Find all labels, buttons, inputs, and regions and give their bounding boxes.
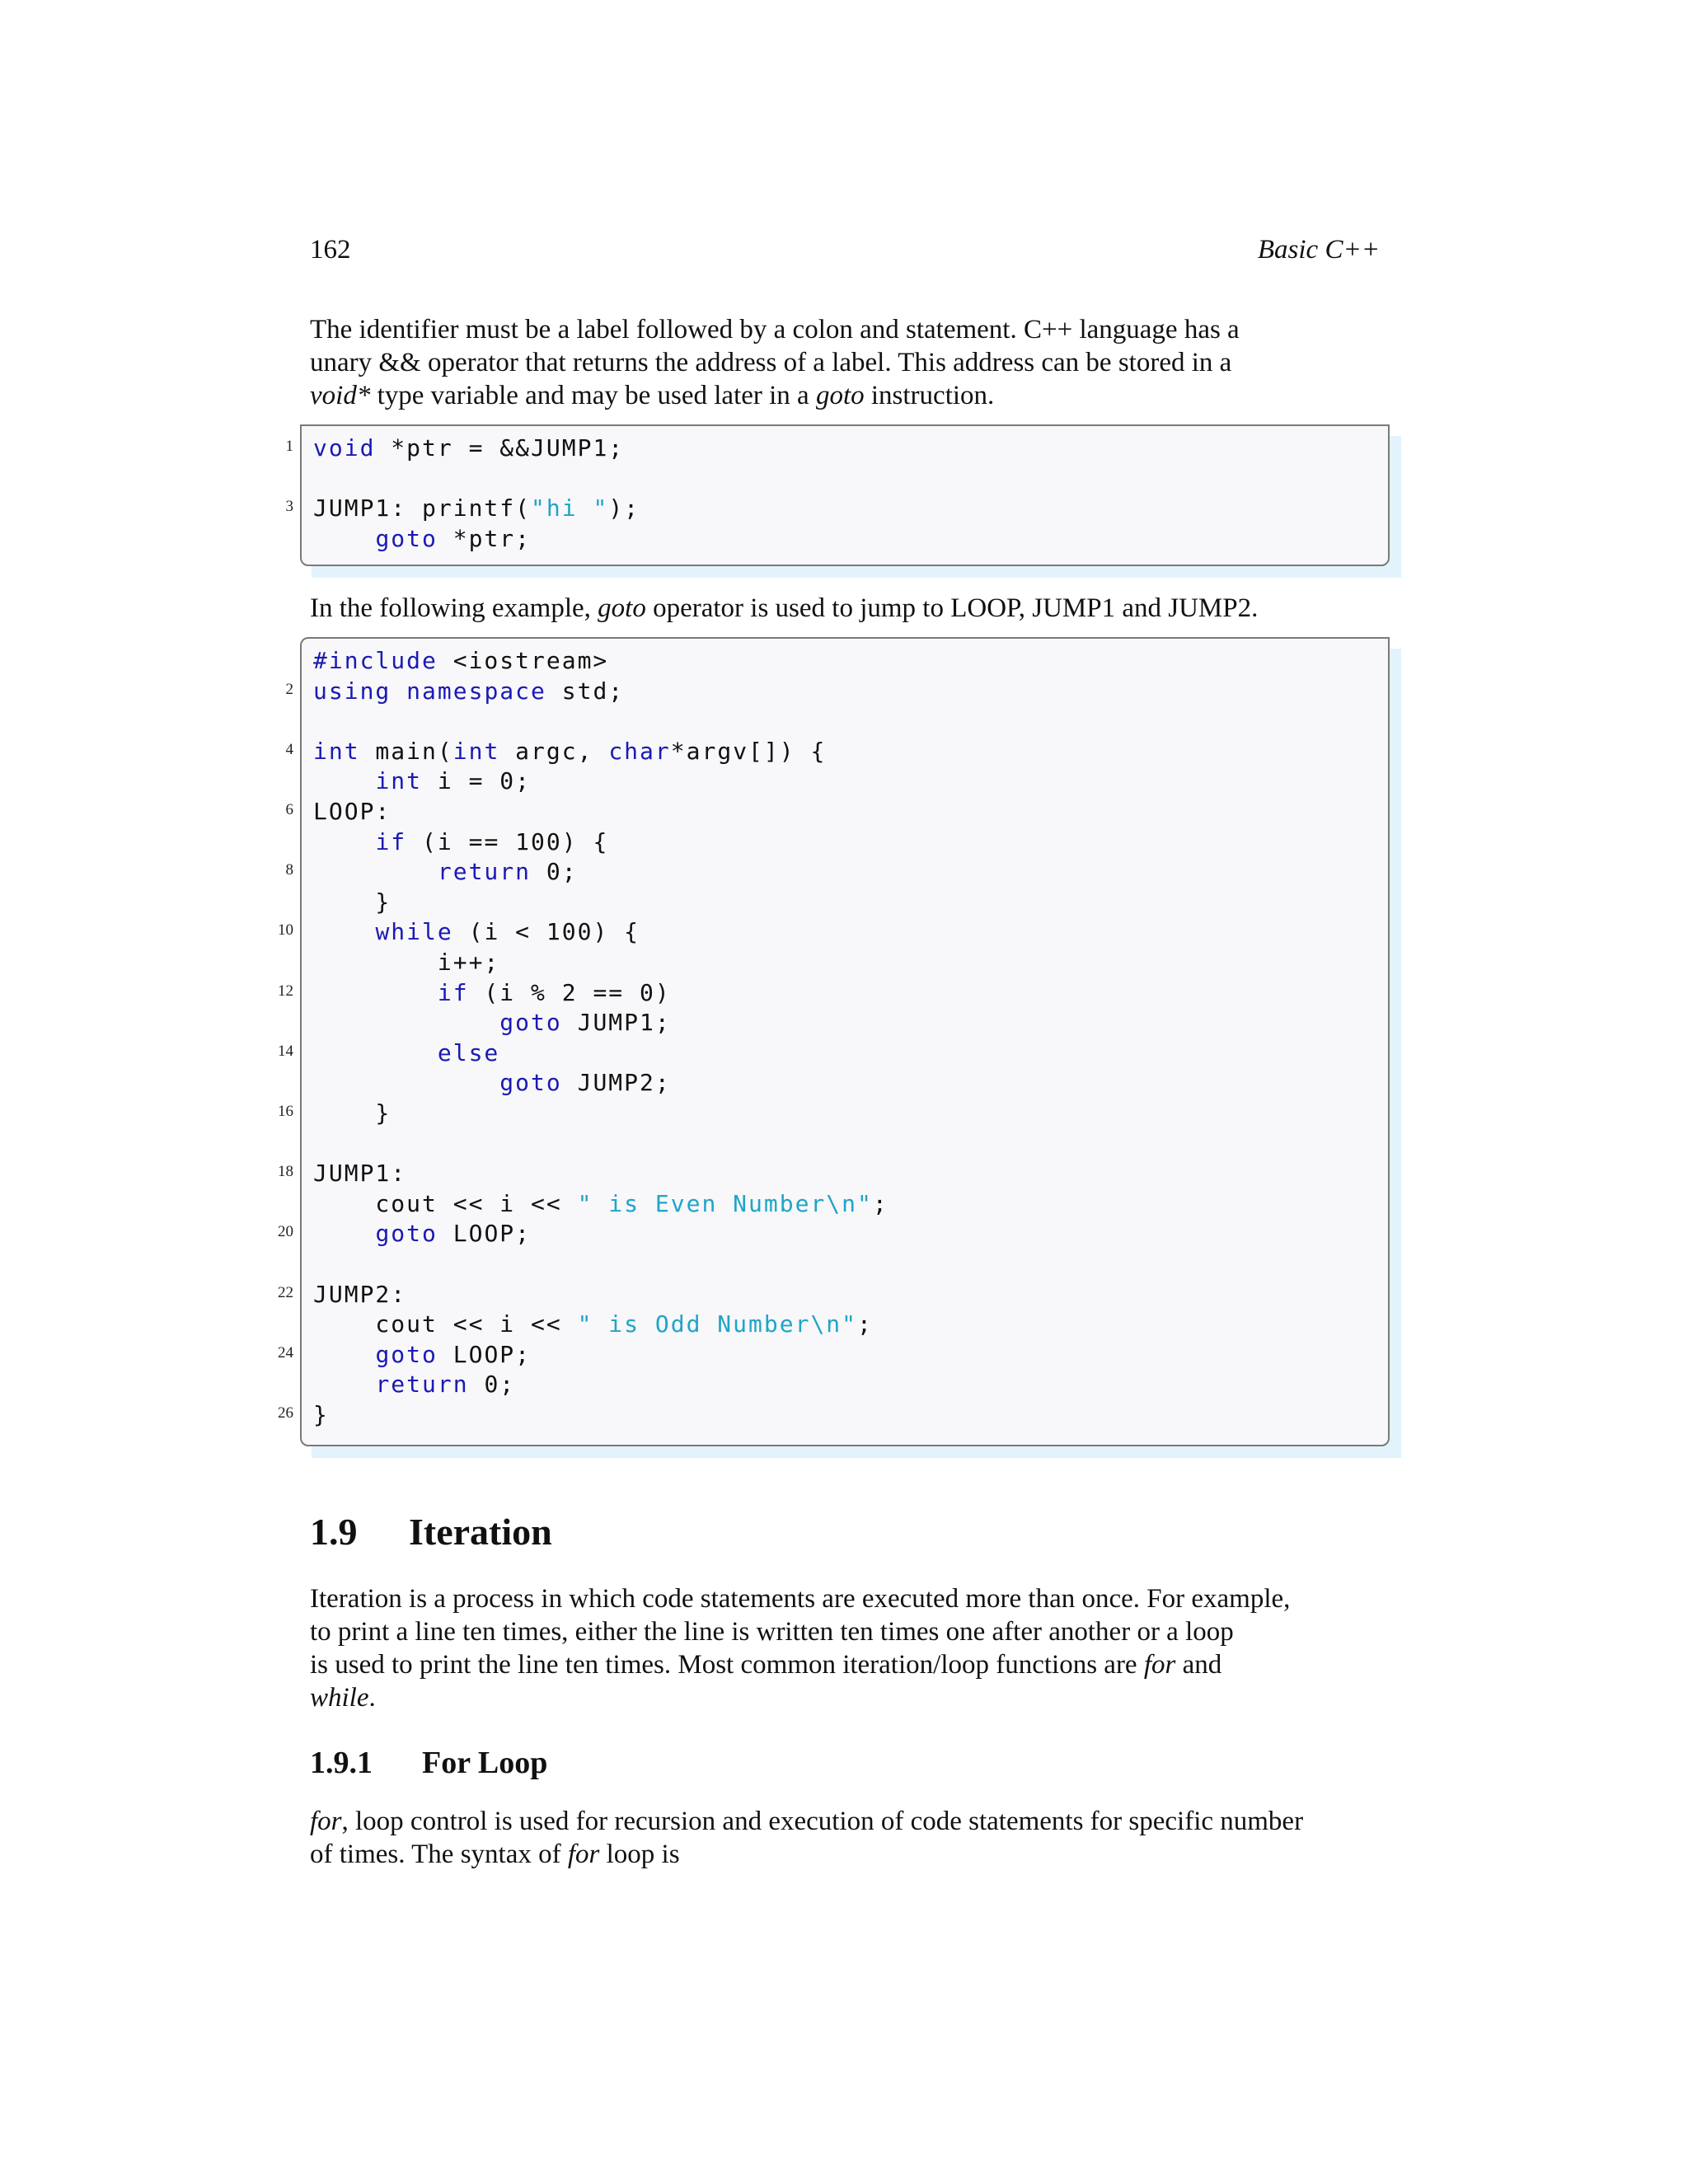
code-text: <iostream> bbox=[437, 647, 609, 674]
para4-em-for2: for bbox=[567, 1840, 600, 1869]
para3-l3-end: and bbox=[1175, 1650, 1222, 1680]
code-text bbox=[313, 525, 375, 552]
para4-line1 bbox=[310, 1805, 1380, 1838]
code-line bbox=[313, 947, 499, 977]
section-title: Iteration bbox=[409, 1511, 552, 1553]
para2 bbox=[310, 592, 1380, 625]
line-number: 1 bbox=[285, 438, 293, 455]
code-text: (i == 100) { bbox=[406, 827, 609, 855]
code-keyword: namespace bbox=[406, 677, 546, 705]
code-line bbox=[313, 827, 608, 857]
line-number: 8 bbox=[285, 861, 293, 879]
code-keyword: if bbox=[375, 827, 407, 855]
para1-em-goto: goto bbox=[815, 381, 865, 410]
code-line bbox=[313, 1158, 406, 1188]
code-keyword: goto bbox=[375, 524, 438, 552]
code-line bbox=[313, 736, 826, 766]
code-keyword: int bbox=[375, 767, 423, 795]
para2-start: In the following example, bbox=[310, 593, 598, 623]
code-line bbox=[313, 856, 578, 887]
code-text: } bbox=[313, 888, 392, 916]
code-text: *ptr = &&JUMP1; bbox=[375, 434, 625, 462]
code-line bbox=[313, 1279, 406, 1310]
para4-em-for: for bbox=[310, 1807, 342, 1836]
code-text bbox=[391, 677, 406, 705]
para3-line3 bbox=[310, 1648, 1380, 1681]
para4-l2-end: loop is bbox=[599, 1840, 680, 1869]
line-number: 20 bbox=[278, 1223, 293, 1241]
code-text: (i % 2 == 0) bbox=[468, 978, 671, 1006]
code-line bbox=[313, 1309, 873, 1339]
para4-line2 bbox=[310, 1838, 1380, 1871]
code-listing-2 bbox=[278, 637, 1390, 1446]
code-keyword: goto bbox=[499, 1069, 562, 1097]
code-keyword: char bbox=[608, 737, 671, 765]
code-text: 0; bbox=[468, 1371, 516, 1399]
code-text: JUMP2; bbox=[561, 1069, 671, 1097]
code-line bbox=[313, 1007, 671, 1038]
line-number: 6 bbox=[285, 801, 293, 818]
code-text: } bbox=[313, 1099, 392, 1127]
para3-line4 bbox=[310, 1681, 1380, 1714]
code-box bbox=[278, 637, 1390, 1446]
para1-line2: unary && operator that returns the address of a label. This address can be stored in a bbox=[310, 348, 1232, 377]
page-header bbox=[310, 235, 1380, 276]
para2-em: goto bbox=[598, 593, 646, 623]
code-text bbox=[313, 1341, 375, 1368]
code-line bbox=[313, 887, 391, 917]
code-keyword: return bbox=[437, 858, 532, 886]
code-text: *argv[]) { bbox=[670, 737, 827, 765]
para4-l1-end: , loop control is used for recursion and execution of code statements for specific number bbox=[341, 1807, 1304, 1836]
para2-end: operator is used to jump to LOOP, JUMP1 and JUMP2. bbox=[645, 593, 1259, 623]
code-keyword: #include bbox=[313, 647, 438, 674]
code-text: ; bbox=[857, 1310, 873, 1338]
code-keyword: goto bbox=[499, 1009, 562, 1037]
section-heading bbox=[310, 1510, 552, 1554]
code-text bbox=[313, 918, 375, 945]
para1-end: instruction. bbox=[864, 381, 995, 410]
code-text: cout << i << bbox=[313, 1189, 578, 1217]
code-keyword: return bbox=[375, 1371, 469, 1399]
code-line bbox=[313, 676, 624, 706]
code-line bbox=[313, 796, 391, 827]
code-line bbox=[313, 1339, 531, 1370]
code-string: " is Odd Number\n" bbox=[577, 1310, 858, 1338]
line-number: 4 bbox=[285, 740, 293, 758]
code-text bbox=[313, 767, 375, 794]
para3-em-for: for bbox=[1143, 1650, 1176, 1680]
line-number: 2 bbox=[285, 680, 293, 698]
code-text: argc, bbox=[499, 737, 609, 765]
para3-l4-end: . bbox=[368, 1683, 376, 1713]
line-number: 24 bbox=[278, 1343, 293, 1361]
code-text bbox=[313, 1069, 499, 1096]
code-text: i++; bbox=[313, 949, 500, 976]
code-keyword: while bbox=[375, 918, 453, 946]
code-line bbox=[313, 645, 608, 676]
subsection-heading bbox=[310, 1745, 547, 1781]
code-text: JUMP1: bbox=[313, 1160, 407, 1188]
code-string: " is Even Number\n" bbox=[577, 1189, 873, 1217]
code-text bbox=[313, 1039, 438, 1066]
line-number: 3 bbox=[285, 498, 293, 516]
subsection-title: For Loop bbox=[422, 1746, 548, 1780]
code-line bbox=[313, 977, 671, 1008]
code-line bbox=[313, 1218, 531, 1249]
code-text bbox=[313, 1371, 375, 1398]
code-text bbox=[313, 979, 438, 1006]
para3-l3-start: is used to print the line ten times. Most common iteration/loop functions are bbox=[310, 1650, 1144, 1680]
para1-em-void: void* bbox=[310, 381, 371, 410]
para3-em-while: while bbox=[310, 1683, 369, 1713]
code-keyword: if bbox=[437, 978, 469, 1006]
line-number: 12 bbox=[278, 982, 293, 1000]
code-line bbox=[313, 1188, 889, 1219]
code-line bbox=[313, 523, 531, 554]
code-line bbox=[313, 1369, 515, 1399]
code-text: i = 0; bbox=[422, 767, 532, 795]
code-text: ); bbox=[608, 494, 640, 523]
line-number: 14 bbox=[278, 1042, 293, 1060]
line-number: 26 bbox=[278, 1404, 293, 1422]
para1-line3 bbox=[310, 379, 1380, 412]
code-text: ; bbox=[872, 1189, 889, 1217]
code-keyword: goto bbox=[375, 1340, 438, 1368]
line-number: 16 bbox=[278, 1103, 293, 1120]
code-keyword: int bbox=[452, 737, 500, 765]
code-text: JUMP1: printf( bbox=[313, 494, 532, 523]
running-head: Basic C++ bbox=[1257, 235, 1380, 265]
code-text bbox=[313, 858, 438, 885]
code-keyword: else bbox=[437, 1038, 500, 1066]
para4-l2-start: of times. The syntax of bbox=[310, 1840, 568, 1869]
code-text: main( bbox=[359, 737, 453, 765]
subsection-number: 1.9.1 bbox=[310, 1746, 373, 1780]
code-line bbox=[313, 1067, 671, 1098]
code-line bbox=[313, 1399, 329, 1430]
code-keyword: int bbox=[313, 737, 360, 765]
code-keyword: void bbox=[313, 434, 376, 462]
code-keyword: goto bbox=[375, 1220, 438, 1248]
code-listing-1 bbox=[285, 424, 1390, 566]
code-text: *ptr; bbox=[437, 524, 532, 552]
line-number: 10 bbox=[278, 921, 293, 940]
line-number: 22 bbox=[278, 1283, 293, 1301]
code-line bbox=[313, 1038, 499, 1068]
code-text: LOOP; bbox=[437, 1340, 532, 1368]
code-text: LOOP: bbox=[313, 798, 392, 825]
code-text: JUMP1; bbox=[561, 1009, 671, 1037]
line-number: 18 bbox=[278, 1163, 293, 1181]
code-text bbox=[313, 1009, 499, 1036]
code-text: LOOP; bbox=[437, 1220, 532, 1248]
code-box bbox=[285, 424, 1390, 566]
code-text bbox=[313, 828, 375, 855]
code-line bbox=[313, 1098, 391, 1128]
code-line bbox=[313, 493, 640, 523]
code-line bbox=[313, 916, 640, 947]
code-text: cout << i << bbox=[313, 1310, 578, 1338]
code-line bbox=[313, 433, 624, 463]
code-text: JUMP2: bbox=[313, 1280, 407, 1308]
code-keyword: using bbox=[313, 677, 392, 705]
code-text: std; bbox=[546, 677, 625, 705]
section-number: 1.9 bbox=[310, 1511, 358, 1553]
para3-line1: Iteration is a process in which code statements are executed more than once. For example, bbox=[310, 1584, 1291, 1614]
code-text bbox=[313, 1220, 375, 1247]
para1-line1: The identifier must be a label followed by a colon and statement. C++ language has a bbox=[310, 315, 1240, 344]
para3-line2: to print a line ten times, either the line is written ten times one after another or a loop bbox=[310, 1617, 1234, 1647]
page-number: 162 bbox=[310, 235, 351, 265]
code-text: (i < 100) { bbox=[452, 918, 640, 946]
code-text: 0; bbox=[531, 858, 578, 886]
para1-mid: type variable and may be used later in a bbox=[370, 381, 816, 410]
code-text: } bbox=[313, 1401, 329, 1428]
code-string: "hi " bbox=[531, 494, 609, 523]
code-line bbox=[313, 766, 531, 796]
